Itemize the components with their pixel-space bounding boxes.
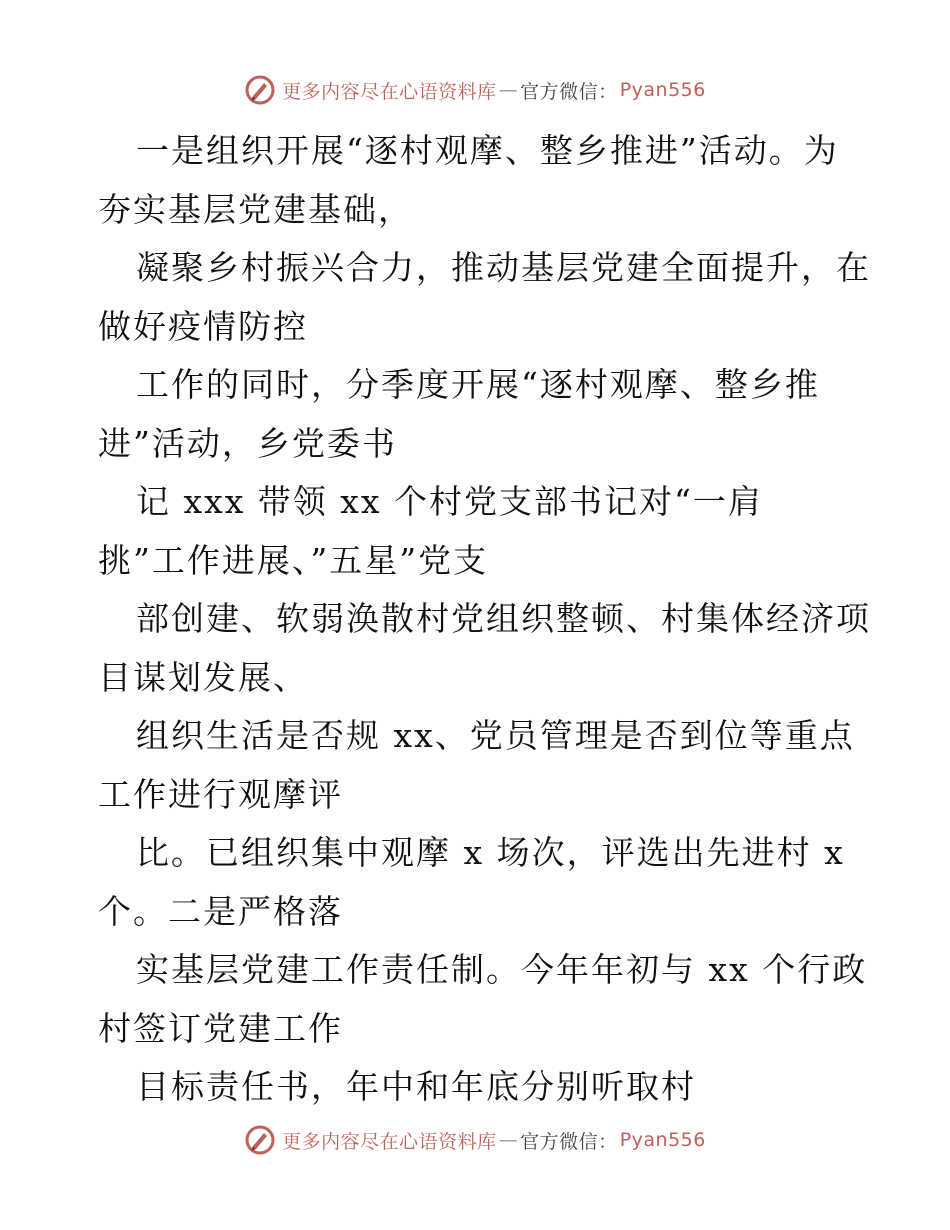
paragraph [98, 473, 858, 590]
paragraph-continuation: 个。二是严格落 [98, 891, 343, 931]
paragraph-continuation: 挑”工作进展、”五星”党支 [98, 540, 489, 580]
paragraph-first-line: 实基层党建工作责任制。今年年初与 xx 个行政 [136, 950, 868, 989]
paragraph [98, 707, 858, 824]
paragraph-first-line: 部创建、软弱涣散村党组织整顿、村集体经济项 [136, 599, 871, 638]
paragraph-continuation: 进”活动，乡党委书 [98, 423, 397, 463]
paragraph-first-line: 一是组织开展“逐村观摩、整乡推进”活动。为 [136, 131, 839, 170]
header-watermark [0, 70, 950, 110]
paragraph-first-line: 工作的同时，分季度开展“逐村观摩、整乡推 [136, 365, 820, 404]
paragraph-first-line: 比。已组织集中观摩 x 场次，评选出先进村 x [136, 833, 845, 872]
paragraph [98, 824, 858, 941]
watermark-separator: — [498, 1129, 519, 1151]
paragraph-continuation: 工作进行观摩评 [98, 774, 343, 814]
paragraph-first-line: 凝聚乡村振兴合力，推动基层党建全面提升，在 [136, 248, 871, 287]
paragraph [98, 239, 871, 356]
paragraph-continuation: 村签订党建工作 [98, 1008, 343, 1048]
paragraph-continuation: 目谋划发展、 [98, 657, 308, 697]
footer-watermark [0, 1120, 950, 1160]
watermark-official-label: 官方微信： [520, 80, 618, 103]
paragraph-first-line: 记 xxx 带领 xx 个村党支部书记对“一肩 [136, 482, 763, 521]
paragraph [98, 590, 871, 707]
paragraph [98, 356, 858, 473]
paragraph-first-line: 组织生活是否规 xx、党员管理是否到位等重点 [136, 716, 855, 755]
document-body [98, 122, 871, 1117]
paragraph-first-line: 目标责任书，年中和年底分别听取村 [136, 1067, 696, 1106]
watermark-text: 更多内容尽在心语资料库 [282, 1130, 497, 1153]
paragraph [98, 941, 868, 1058]
watermark-official-label: 官方微信： [520, 1130, 618, 1153]
paragraph-continuation: 夯实基层党建基础， [98, 189, 413, 229]
paragraph-continuation: 做好疫情防控 [98, 306, 308, 346]
watermark-separator: — [498, 79, 519, 101]
paragraph [98, 1058, 858, 1117]
paragraph [98, 122, 858, 239]
pen-logo-icon [244, 1124, 276, 1156]
watermark-wechat-id: Pyan556 [619, 79, 706, 101]
watermark-text: 更多内容尽在心语资料库 [282, 80, 497, 103]
watermark-wechat-id: Pyan556 [619, 1129, 706, 1151]
pen-logo-icon [244, 74, 276, 106]
